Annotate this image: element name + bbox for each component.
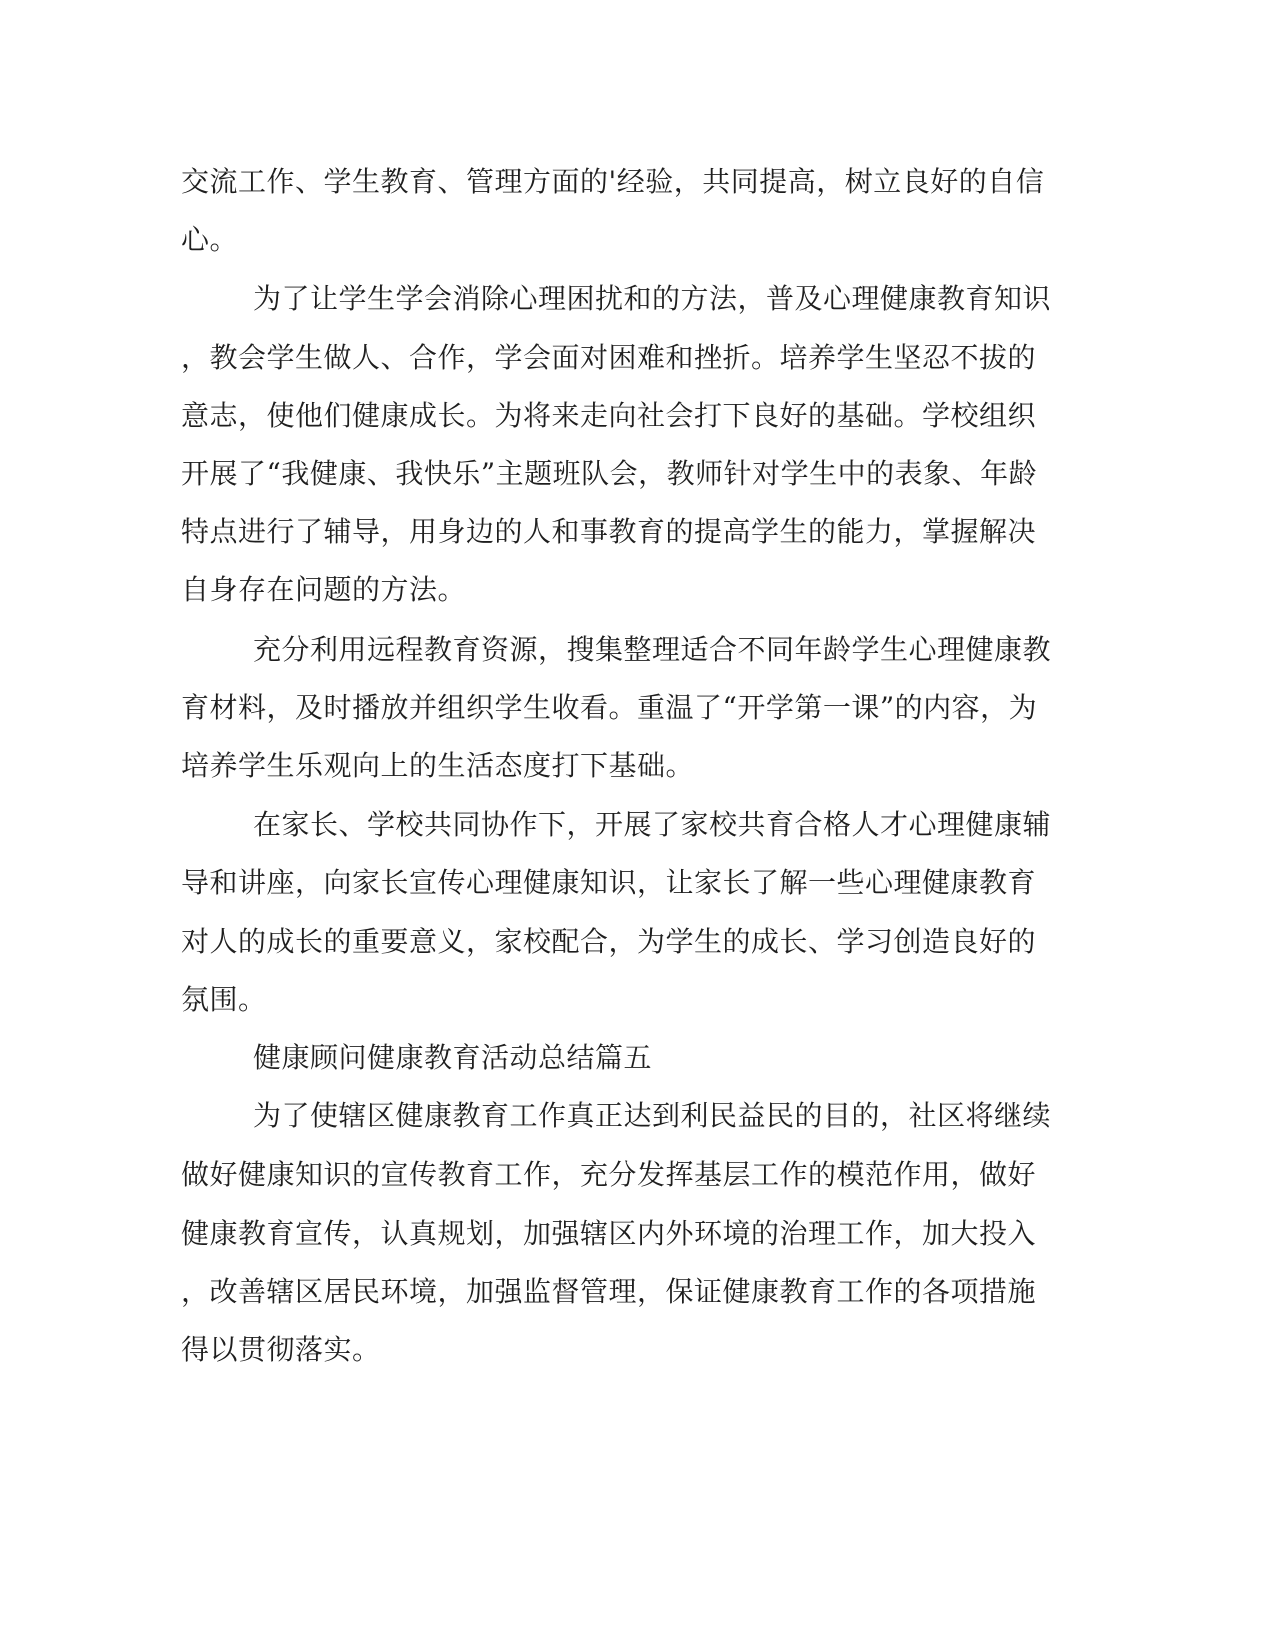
text-line: 意志，使他们健康成长。为将来走向社会打下良好的基础。学校组织 — [181, 399, 1037, 432]
paragraph-first-line: 为了使辖区健康教育工作真正达到利民益民的目的，社区将继续 — [253, 1099, 1052, 1132]
text-line: 开展了“我健康、我快乐”主题班队会，教师针对学生中的表象、年龄 — [181, 457, 1038, 490]
text-line: 健康教育宣传，认真规划，加强辖区内外环境的治理工作，加大投入 — [181, 1217, 1037, 1250]
text-line: 对人的成长的重要意义，家校配合，为学生的成长、学习创造良好的 — [181, 925, 1037, 958]
text-line: 氛围。 — [181, 983, 267, 1016]
text-line: 得以贯彻落实。 — [181, 1333, 381, 1366]
paragraph-first-line: 在家长、学校共同协作下，开展了家校共育合格人才心理健康辅 — [253, 808, 1052, 841]
text-line: 交流工作、学生教育、管理方面的'经验，共同提高，树立良好的自信 — [181, 165, 1045, 198]
text-line: 做好健康知识的宣传教育工作，充分发挥基层工作的模范作用，做好 — [181, 1158, 1037, 1191]
text-line: 导和讲座，向家长宣传心理健康知识，让家长了解一些心理健康教育 — [181, 866, 1037, 899]
text-line: 心。 — [181, 223, 239, 256]
paragraph-first-line: 为了让学生学会消除心理困扰和的方法，普及心理健康教育知识 — [253, 282, 1052, 315]
text-line: 特点进行了辅导，用身边的人和事教育的提高学生的能力，掌握解决 — [181, 515, 1037, 548]
text-line: 育材料，及时播放并组织学生收看。重温了“开学第一课”的内容，为 — [181, 691, 1038, 724]
text-line: 自身存在问题的方法。 — [181, 573, 467, 606]
paragraph-first-line: 充分利用远程教育资源，搜集整理适合不同年龄学生心理健康教 — [253, 633, 1052, 666]
text-line: 培养学生乐观向上的生活态度打下基础。 — [181, 749, 695, 782]
text-line: ，教会学生做人、合作，学会面对困难和挫折。培养学生坚忍不拔的 — [181, 341, 1037, 374]
section-heading: 健康顾问健康教育活动总结篇五 — [253, 1041, 653, 1074]
text-line: ，改善辖区居民环境，加强监督管理，保证健康教育工作的各项措施 — [181, 1275, 1037, 1308]
